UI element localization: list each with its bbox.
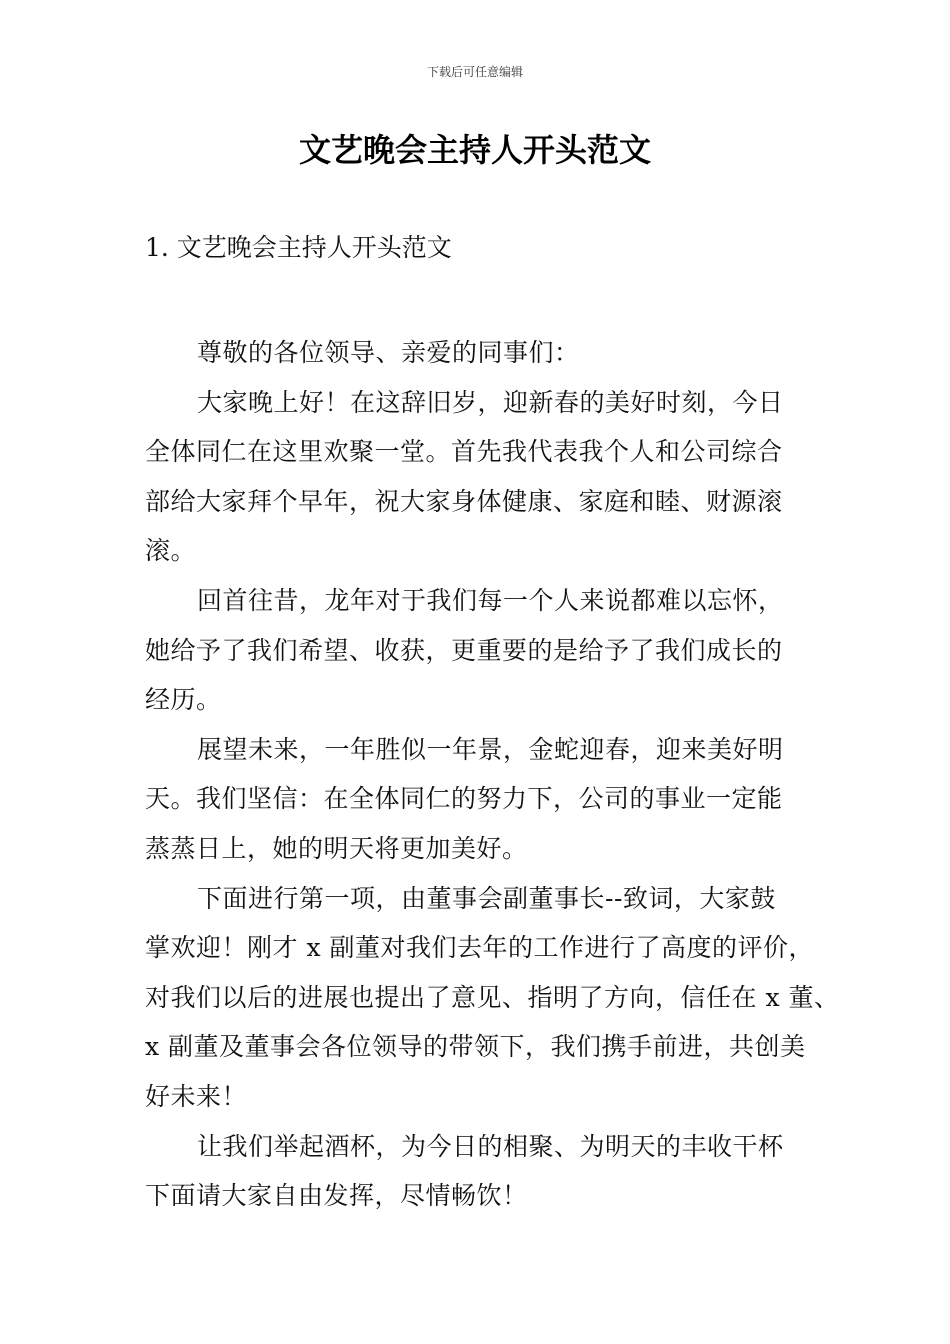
text-line: 她给予了我们希望、收获，更重要的是给予了我们成长的	[145, 635, 783, 665]
text-line: 下面请大家自由发挥，尽情畅饮！	[145, 1181, 528, 1211]
paragraph-toast	[145, 1122, 835, 1221]
text-line: 展望未来，一年胜似一年景，金蛇迎春，迎来美好明	[197, 734, 784, 764]
text-line: 尊敬的各位领导、亲爱的同事们：	[197, 338, 580, 367]
document-title: 文艺晚会主持人开头范文	[298, 131, 651, 169]
text-line: 天。我们坚信：在全体同仁的努力下，公司的事业一定能	[145, 784, 783, 814]
text-line: x 副董及董事会各位领导的带领下，我们携手前进，共创美	[145, 1032, 806, 1062]
paragraph-opening	[145, 378, 835, 576]
text-line: 掌欢迎！刚才 x 副董对我们去年的工作进行了高度的评价，	[145, 933, 814, 963]
paragraph-outlook	[145, 725, 835, 874]
text-line: 全体同仁在这里欢聚一堂。首先我代表我个人和公司综合	[145, 437, 783, 467]
text-line: 下面进行第一项，由董事会副董事长--致词，大家鼓	[197, 883, 776, 913]
paragraph-speech	[145, 874, 840, 1122]
body-text	[145, 328, 840, 1221]
text-line: 对我们以后的进展也提出了意见、指明了方向，信任在 x 董、	[145, 982, 840, 1012]
header-note: 下载后可任意编辑	[426, 65, 523, 79]
text-line: 好未来！	[145, 1081, 248, 1111]
paragraph-retrospect	[145, 576, 835, 725]
paragraph-greeting	[145, 328, 835, 378]
text-line: 经历。	[145, 685, 222, 715]
text-line: 滚。	[145, 536, 197, 566]
text-line: 回首往昔，龙年对于我们每一个人来说都难以忘怀，	[197, 585, 784, 615]
text-line: 蒸蒸日上，她的明天将更加美好。	[145, 833, 528, 863]
text-line: 大家晚上好！在这辞旧岁，迎新春的美好时刻，今日	[197, 387, 784, 417]
text-line: 部给大家拜个早年，祝大家身体健康、家庭和睦、财源滚	[145, 486, 783, 516]
text-line: 让我们举起酒杯，为今日的相聚、为明天的丰收干杯	[197, 1131, 784, 1161]
section-heading: 1. 文艺晚会主持人开头范文	[145, 233, 452, 262]
